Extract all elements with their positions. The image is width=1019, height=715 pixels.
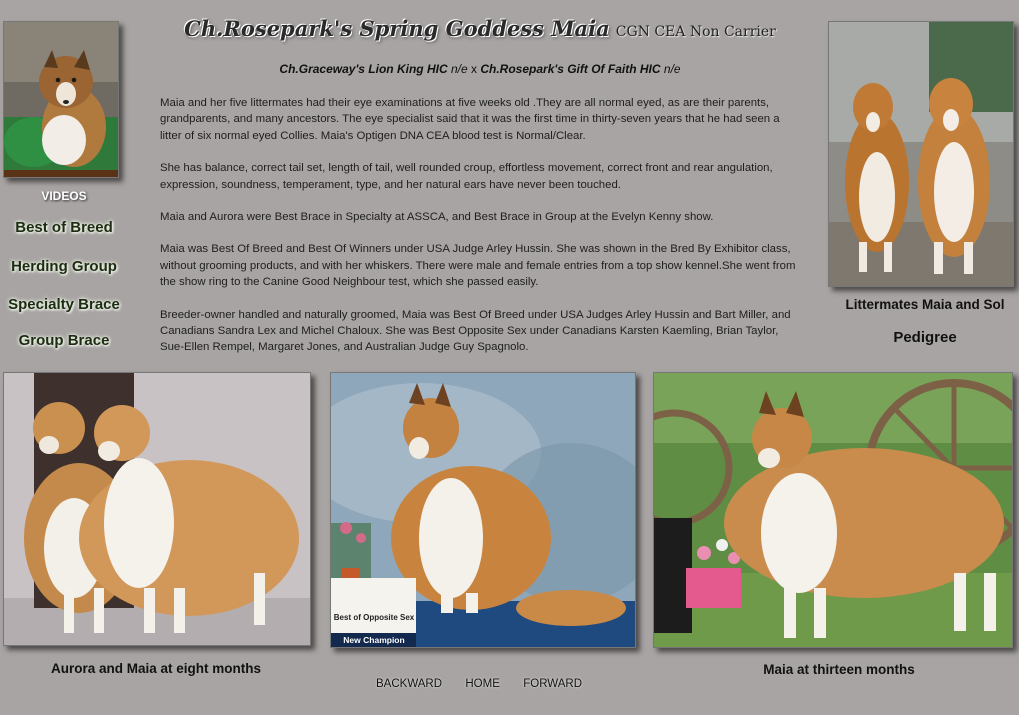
best-of-breed-link[interactable]: Best of Breed (15, 219, 113, 236)
parents-line (160, 62, 800, 76)
group-brace-link[interactable]: Group Brace (18, 332, 110, 349)
eight-months-caption: Aurora and Maia at eight months (50, 661, 262, 676)
show-sign-line1: Best of Opposite Sex (333, 613, 415, 622)
paragraph-eye-exam: Maia and her five littermates had their eye examinations at five weeks old .They are all normal eyed, as are their parents, grandparents, and many ancestors. The eye specialist said that it was the first time in thirty-seven years that he had seen a litter of six normal eyed Collies. Maia's Optigen DNA CEA blood test is Normal/Clear. (160, 97, 780, 142)
dog-titles: CGN CEA Non Carrier (615, 24, 776, 40)
description (160, 95, 802, 372)
aurora-maia-photo (3, 372, 311, 646)
thirteen-months-caption: Maia at thirteen months (763, 662, 915, 677)
specialty-brace-link[interactable]: Specialty Brace (8, 296, 120, 313)
dog-name: Ch.Rosepark's Spring Goddess Maia (184, 16, 610, 41)
home-link[interactable]: HOME (465, 678, 500, 690)
page-title (160, 16, 800, 41)
paragraph-judges: Breeder-owner handled and naturally groomed, Maia was Best Of Breed under USA Judges Arley Hussin and Bart Miller, and Canadians Sandra Lex and Michel Chaloux. She was Best Opposite Sex under Canadians Karsten Kaemling, Brian Taylor, Sue-Ellen Rempel, Margaret Jones, and Australian Judge Guy Spagnolo. (160, 308, 791, 354)
littermates-caption: Littermates Maia and Sol (845, 297, 1005, 312)
dam-name: Ch.Rosepark's Gift Of Faith HIC (480, 62, 661, 76)
show-photo (330, 372, 636, 648)
cross-symbol: x (471, 62, 477, 76)
show-sign-line2: New Champion (343, 635, 405, 645)
dam-suffix: n/e (663, 62, 681, 76)
footer-nav (376, 678, 582, 690)
puppy-photo (3, 21, 119, 178)
pedigree-link[interactable]: Pedigree (893, 329, 957, 346)
herding-group-link[interactable]: Herding Group (11, 258, 117, 275)
backward-link[interactable]: BACKWARD (376, 678, 443, 690)
littermates-photo (828, 21, 1014, 287)
paragraph-brace: Maia and Aurora were Best Brace in Specialty at ASSCA, and Best Brace in Group at the Evelyn Kenny show. (160, 211, 714, 224)
sire-suffix: n/e (450, 62, 468, 76)
thirteen-months-photo (653, 372, 1013, 648)
forward-link[interactable]: FORWARD (523, 678, 582, 690)
paragraph-structure: She has balance, correct tail set, length of tail, well rounded croup, effortless movement, correct front and rear angulation, expression, soundness, temperament, type, and her natural ears have never been touched. (160, 162, 773, 191)
paragraph-best-of-breed: Maia was Best Of Breed and Best Of Winners under USA Judge Arley Hussin. She was shown in the Bred By Exhibitor class, without grooming products, and with her whiskers. There were male and female entries from a top show kennel.She went from the show ring to the Canine Good Neighbour test, which she passed easily. (160, 243, 796, 289)
sire-name: Ch.Graceway's Lion King HIC (279, 62, 448, 76)
videos-label: VIDEOS (41, 189, 87, 203)
